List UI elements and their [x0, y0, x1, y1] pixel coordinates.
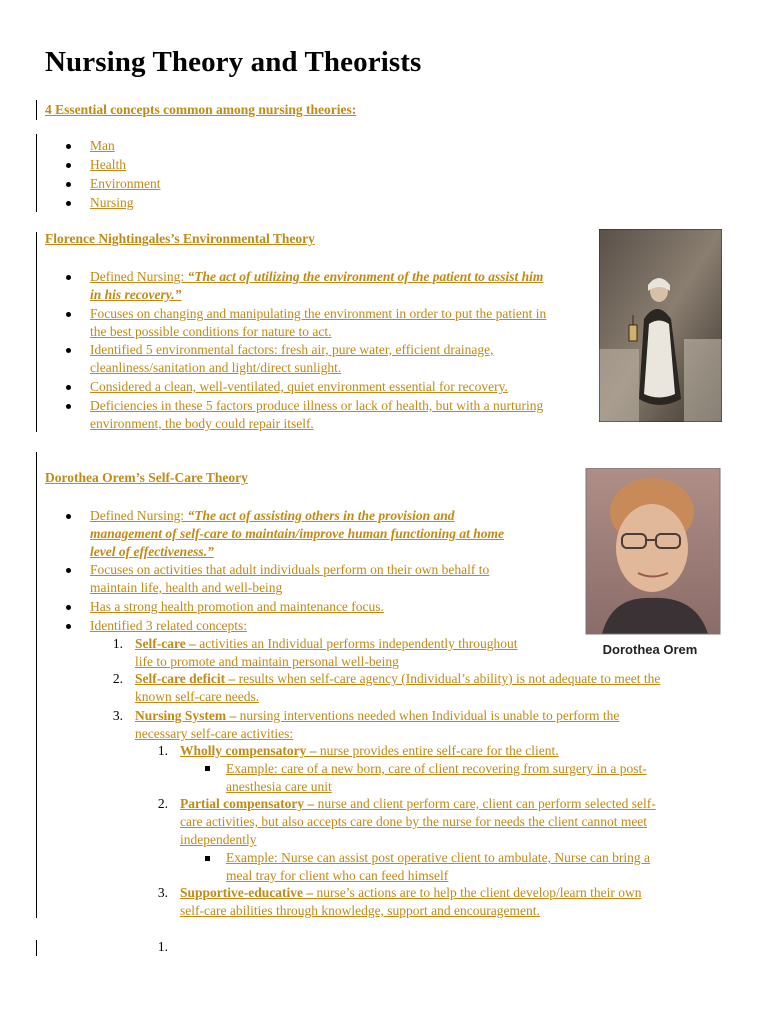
list-number: 3. — [157, 885, 168, 900]
bullet — [66, 163, 71, 168]
bullet — [66, 201, 71, 206]
concept-link-man[interactable]: Man — [90, 138, 115, 153]
nightingale-focus-item[interactable]: Focuses on changing and manipulating the environment in order to put the patient in the best possible conditions for nature to act. — [90, 306, 547, 339]
list-number-empty: 1. — [157, 939, 168, 954]
bullet — [66, 605, 71, 610]
bullet — [66, 568, 71, 573]
concept-link-nursing[interactable]: Nursing — [90, 195, 134, 210]
nightingale-photo — [599, 229, 722, 422]
nightingale-deficiencies-item[interactable]: Deficiencies in these 5 factors produce illness or lack of health, but with a nurturing environment, the body could repair itself. — [90, 398, 544, 431]
concept-self-care-deficit[interactable]: Self-care deficit – results when self-care agency (Individual’s ability) is not adequate to meet the known self-care needs. — [135, 671, 661, 704]
bullet — [66, 312, 71, 317]
square-bullet — [205, 856, 210, 861]
list-number: 2. — [112, 671, 123, 686]
revision-bar — [36, 134, 37, 212]
square-bullet — [205, 766, 210, 771]
page-title: Nursing Theory and Theorists — [45, 46, 422, 78]
nightingale-factors-item[interactable]: Identified 5 environmental factors: fresh air, pure water, efficient drainage, cleanliness/sanitation and light/direct sunlight. — [90, 342, 494, 375]
nightingale-portrait-image — [599, 229, 722, 422]
bullet — [66, 182, 71, 187]
revision-bar — [36, 232, 37, 432]
bullet — [66, 624, 71, 629]
system-partial-compensatory[interactable]: Partial compensatory – nurse and client perform care, client can perform selected self- care activities, but also accepts care done by the nurse for needs the client cannot meet independently — [180, 796, 656, 847]
concept-link-environment[interactable]: Environment — [90, 176, 161, 191]
bullet — [66, 275, 71, 280]
system-wholly-compensatory[interactable]: Wholly compensatory – nurse provides entire self-care for the client. — [180, 743, 559, 758]
nightingale-defined-nursing[interactable]: Defined Nursing: “The act of utilizing the environment of the patient to assist him in his recovery.” — [90, 269, 544, 302]
revision-bar — [36, 940, 37, 956]
list-number: 2. — [157, 796, 168, 811]
revision-bar — [36, 100, 37, 120]
concepts-heading[interactable]: 4 Essential concepts common among nursing theories: — [45, 102, 357, 117]
list-number: 3. — [112, 708, 123, 723]
nightingale-heading[interactable]: Florence Nightingales’s Environmental Theory — [45, 231, 315, 246]
orem-photo-caption: Dorothea Orem — [602, 642, 698, 657]
bullet — [66, 144, 71, 149]
orem-defined-nursing[interactable]: Defined Nursing: “The act of assisting others in the provision and management of self-care to maintain/improve human functioning at home level of effectiveness.” — [90, 508, 505, 559]
concept-nursing-system[interactable]: Nursing System – nursing interventions needed when Individual is unable to perform the necessary self-care activities: — [135, 708, 620, 741]
orem-heading[interactable]: Dorothea Orem’s Self-Care Theory — [45, 470, 248, 485]
list-number: 1. — [112, 636, 123, 651]
orem-photo — [572, 468, 722, 661]
partial-compensatory-example[interactable]: Example: Nurse can assist post operative client to ambulate, Nurse can bring a meal tray for client who can feed himself — [226, 850, 650, 883]
system-supportive-educative[interactable]: Supportive-educative – nurse’s actions are to help the client develop/learn their own self-care abilities through knowledge, support and encouragement. — [180, 885, 642, 918]
bullet — [66, 348, 71, 353]
orem-concepts-item[interactable]: Identified 3 related concepts: — [90, 618, 248, 633]
bullet — [66, 404, 71, 409]
concept-link-health[interactable]: Health — [90, 157, 126, 172]
orem-portrait-image — [572, 468, 722, 661]
bullet — [66, 385, 71, 390]
list-number: 1. — [157, 743, 168, 758]
nightingale-environment-item[interactable]: Considered a clean, well-ventilated, quiet environment essential for recovery. — [90, 379, 508, 394]
concept-self-care[interactable]: Self-care – activities an Individual performs independently throughout life to promote and maintain personal well-being — [135, 636, 518, 669]
wholly-compensatory-example[interactable]: Example: care of a new born, care of client recovering from surgery in a post- anesthesia care unit — [226, 761, 647, 794]
bullet — [66, 514, 71, 519]
orem-promotion-item[interactable]: Has a strong health promotion and maintenance focus. — [90, 599, 384, 614]
orem-focus-item[interactable]: Focuses on activities that adult individuals perform on their own behalf to maintain life, health and well-being — [90, 562, 490, 595]
revision-bar — [36, 452, 37, 918]
